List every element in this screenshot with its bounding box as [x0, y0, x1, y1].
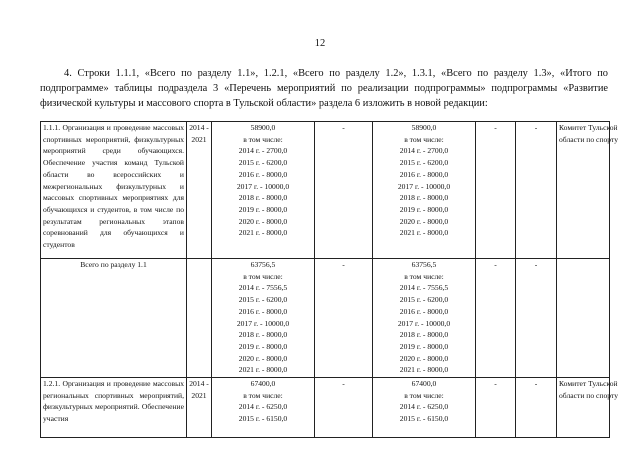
activity-name: 1.1.1. Организация и проведение массовых спортивных мероприятий, физкультурных мероприятий среди обучающихся. Обеспечение участия команд Тульской области во всероссийских и межрегиональных физкультурных и массовых спортивных мероприятиях для обучающихся и студентов, в том числе по результатам региональных этапов соревнований для обучающихся и студентов — [43, 123, 184, 250]
intro-paragraph: 4. Строки 1.1.1, «Всего по разделу 1.1», 1.2.1, «Всего по разделу 1.2», 1.3.1, «Всего по разделу 1.3», «Итого по подпрограмме» таблицы подраздела 3 «Перечень мероприятий по реализации подпрограммы» подпрограммы «Развитие физической культуры и массового спорта в Тульской области» раздела 6 изложить в новой редакции: — [40, 68, 608, 109]
amount-line: в том числе: — [243, 271, 283, 281]
amount-line: 63756,5 — [250, 260, 276, 269]
amount-line: 67400,0 — [250, 379, 276, 388]
amount-line: 2016 г. - 8000,0 — [399, 306, 449, 316]
executor-line: Комитет Тульской — [559, 123, 618, 132]
regional-amount-cell — [373, 122, 476, 259]
amount-line: 2020 г. - 8000,0 — [399, 353, 449, 363]
amount-line: 2020 г. - 8000,0 — [238, 353, 288, 363]
amount-line: 2015 г. - 6200,0 — [399, 158, 449, 168]
amount-line: 2021 г. - 8000,0 — [399, 365, 449, 375]
page-number: 12 — [314, 38, 326, 49]
amount-line: 2015 г. - 6200,0 — [238, 295, 288, 305]
dash-cell — [315, 122, 373, 259]
years-start: 2014 - — [189, 379, 209, 388]
amount-line: 2016 г. - 8000,0 — [238, 169, 288, 179]
dash-cell — [516, 378, 557, 438]
dash-value: - — [534, 379, 538, 388]
executor-line: области по спорту — [559, 134, 618, 144]
table-row — [41, 378, 610, 438]
years-cell — [187, 378, 212, 438]
regional-amount-cell — [373, 378, 476, 438]
section-total-label: Всего по разделу 1.1 — [80, 260, 147, 269]
total-amount-cell — [212, 378, 315, 438]
executor-cell — [557, 378, 618, 438]
years-start: 2014 - — [189, 123, 209, 132]
dash-cell — [516, 122, 557, 259]
table-row — [41, 122, 610, 259]
amount-line: 2019 г. - 8000,0 — [399, 341, 449, 351]
amount-line: 2015 г. - 6200,0 — [399, 295, 449, 305]
dash-cell — [315, 378, 373, 438]
dash-value: - — [494, 379, 497, 388]
dash-cell — [476, 378, 516, 438]
dash-value: - — [534, 123, 538, 132]
amount-line: 2018 г. - 8000,0 — [238, 193, 288, 203]
amount-line: 2014 г. - 2700,0 — [399, 146, 449, 156]
amount-line: 2021 г. - 8000,0 — [238, 365, 288, 375]
amount-line: 2020 г. - 8000,0 — [399, 216, 449, 226]
amount-line: 2019 г. - 8000,0 — [238, 204, 288, 214]
amount-line: 2017 г. - 10000,0 — [397, 181, 451, 191]
dash-value: - — [494, 260, 497, 269]
executor-line: Комитет Тульской — [559, 379, 618, 388]
dash-cell — [476, 259, 516, 378]
amount-line: 2021 г. - 8000,0 — [238, 228, 288, 238]
amount-line: 2017 г. - 10000,0 — [236, 318, 290, 328]
amount-line: 2020 г. - 8000,0 — [238, 216, 288, 226]
amount-line: 2021 г. - 8000,0 — [399, 228, 449, 238]
dash-value: - — [342, 123, 345, 132]
amount-line: 2018 г. - 8000,0 — [399, 330, 449, 340]
amount-line: 2019 г. - 8000,0 — [238, 341, 288, 351]
amount-line: 2014 г. - 7556,5 — [238, 283, 288, 293]
amount-line: 2016 г. - 8000,0 — [238, 306, 288, 316]
dash-value: - — [342, 260, 345, 269]
amount-line: 63756,5 — [411, 260, 437, 269]
years-end: 2021 — [191, 390, 207, 400]
total-amount-cell — [212, 259, 315, 378]
dash-value: - — [494, 123, 497, 132]
activity-name-cell — [41, 378, 187, 438]
amount-line: 58900,0 — [250, 123, 276, 132]
amount-line: в том числе: — [243, 390, 283, 400]
activities-table — [40, 121, 618, 438]
total-amount-cell — [212, 122, 315, 259]
years-cell — [187, 259, 212, 378]
executor-cell — [557, 259, 610, 378]
amount-line: 2018 г. - 8000,0 — [399, 193, 449, 203]
dash-value: - — [534, 260, 538, 269]
dash-cell — [315, 259, 373, 378]
dash-cell — [516, 259, 557, 378]
years-end: 2021 — [191, 134, 207, 144]
amount-line: 2015 г. - 6150,0 — [238, 414, 288, 424]
amount-line: в том числе: — [404, 271, 444, 281]
amount-line: 67400,0 — [411, 379, 437, 388]
amount-line: 2014 г. - 2700,0 — [238, 146, 288, 156]
dash-cell — [476, 122, 516, 259]
regional-amount-cell — [373, 259, 476, 378]
amount-line: 2017 г. - 10000,0 — [397, 318, 451, 328]
amount-line: 2016 г. - 8000,0 — [399, 169, 449, 179]
amount-line: 2019 г. - 8000,0 — [399, 204, 449, 214]
amount-line: 2018 г. - 8000,0 — [238, 330, 288, 340]
amount-line: 2015 г. - 6150,0 — [399, 414, 449, 424]
amount-line: 2014 г. - 7556,5 — [399, 283, 449, 293]
years-cell — [187, 122, 212, 259]
dash-value: - — [342, 379, 345, 388]
executor-cell — [557, 122, 618, 259]
amount-line: в том числе: — [243, 134, 283, 144]
amount-line: 2017 г. - 10000,0 — [236, 181, 290, 191]
executor-line: области по спорту — [559, 390, 618, 400]
amount-line: 2014 г. - 6250,0 — [238, 402, 288, 412]
amount-line: 58900,0 — [411, 123, 437, 132]
activity-name: 1.2.1. Организация и проведение массовых региональных спортивных мероприятий, физкультурных мероприятий. Обеспечение участия — [43, 379, 184, 424]
table-row — [41, 259, 610, 378]
amount-line: 2015 г. - 6200,0 — [238, 158, 288, 168]
amount-line: 2014 г. - 6250,0 — [399, 402, 449, 412]
amount-line: в том числе: — [404, 134, 444, 144]
activity-name-cell — [41, 259, 187, 378]
amount-line: в том числе: — [404, 390, 444, 400]
activity-name-cell — [41, 122, 187, 259]
